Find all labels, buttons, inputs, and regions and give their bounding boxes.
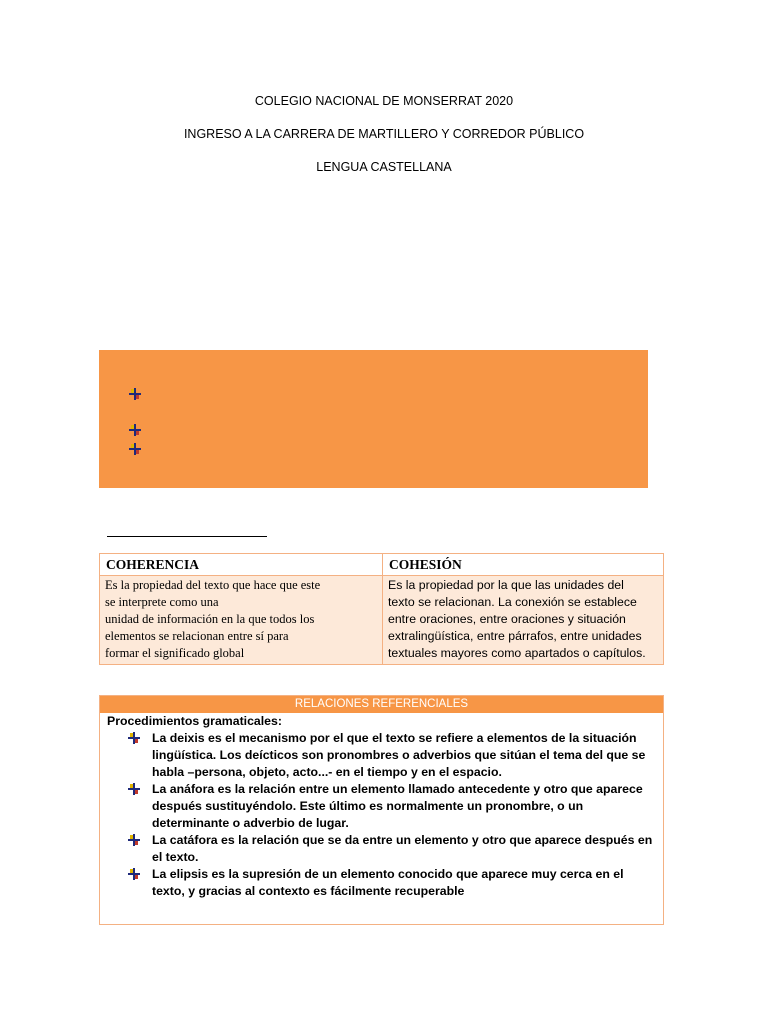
arrow-bullet-icon (129, 424, 141, 436)
cell-text-line: se interprete como una (105, 595, 219, 609)
list-item-text: La anáfora es la relación entre un elemento llamado antecedente y otro que aparece después sustituyéndolo. Este último es normalmente un pronombre, o un determinante o adverbio de lugar. (152, 782, 643, 830)
arrow-bullet-icon (128, 732, 140, 744)
cell-text-line: texto se relacionan. La conexión se establece (388, 595, 637, 609)
header-school-name: COLEGIO NACIONAL DE MONSERRAT 2020 (254, 94, 514, 108)
cell-text-line: formar el significado global (105, 646, 245, 660)
table-header-coherencia: COHERENCIA (100, 554, 383, 576)
cell-text-line: Es la propiedad por la que las unidades del (388, 578, 624, 592)
arrow-bullet-icon (128, 868, 140, 880)
relaciones-list (100, 730, 663, 900)
list-item-text: La catáfora es la relación que se da entre un elemento y otro que aparece después en el texto. (152, 833, 653, 864)
header-course-name: INGRESO A LA CARRERA DE MARTILLERO Y CORREDOR PÚBLICO (183, 127, 585, 141)
cell-text-line: unidad de información en la que todos los (105, 612, 315, 626)
cell-text-line: extralingüística, entre párrafos, entre unidades (388, 629, 642, 643)
arrow-bullet-icon (128, 783, 140, 795)
table-header-cohesion: COHESIÓN (383, 554, 664, 576)
relaciones-referenciales-box (99, 695, 664, 925)
cell-text-line: elementos se relacionan entre sí para (105, 629, 289, 643)
cell-text-line: entre oraciones, entre oraciones y situación (388, 612, 626, 626)
list-item-deixis (100, 730, 663, 781)
coherence-cohesion-table (99, 553, 664, 665)
orange-bullet-panel (99, 350, 648, 488)
cell-text-line: Es la propiedad del texto que hace que este (105, 578, 321, 592)
table-cell-cohesion (383, 576, 664, 665)
arrow-bullet-icon (129, 443, 141, 455)
relaciones-title: RELACIONES REFERENCIALES (100, 696, 663, 713)
list-item-text: La elipsis es la supresión de un elemento conocido que aparece muy cerca en el texto, y gracias al contexto es fácilmente recuperable (152, 867, 624, 898)
list-item-elipsis (100, 866, 663, 900)
horizontal-rule (107, 536, 267, 537)
relaciones-subtitle: Procedimientos gramaticales: (107, 714, 282, 728)
header-subject: LENGUA CASTELLANA (316, 160, 452, 174)
list-item-catafora (100, 832, 663, 866)
list-item-text: La deixis es el mecanismo por el que el texto se refiere a elementos de la situación lingüística. Los deícticos son pronombres o adverbios que sitúan el tema del que se habla –persona, objeto, acto...- en el tiempo y en el espacio. (152, 731, 646, 779)
arrow-bullet-icon (128, 834, 140, 846)
arrow-bullet-icon (129, 388, 141, 400)
list-item-anafora (100, 781, 663, 832)
cell-text-line: textuales mayores como apartados o capítulos. (388, 646, 646, 660)
table-cell-coherencia (100, 576, 383, 665)
